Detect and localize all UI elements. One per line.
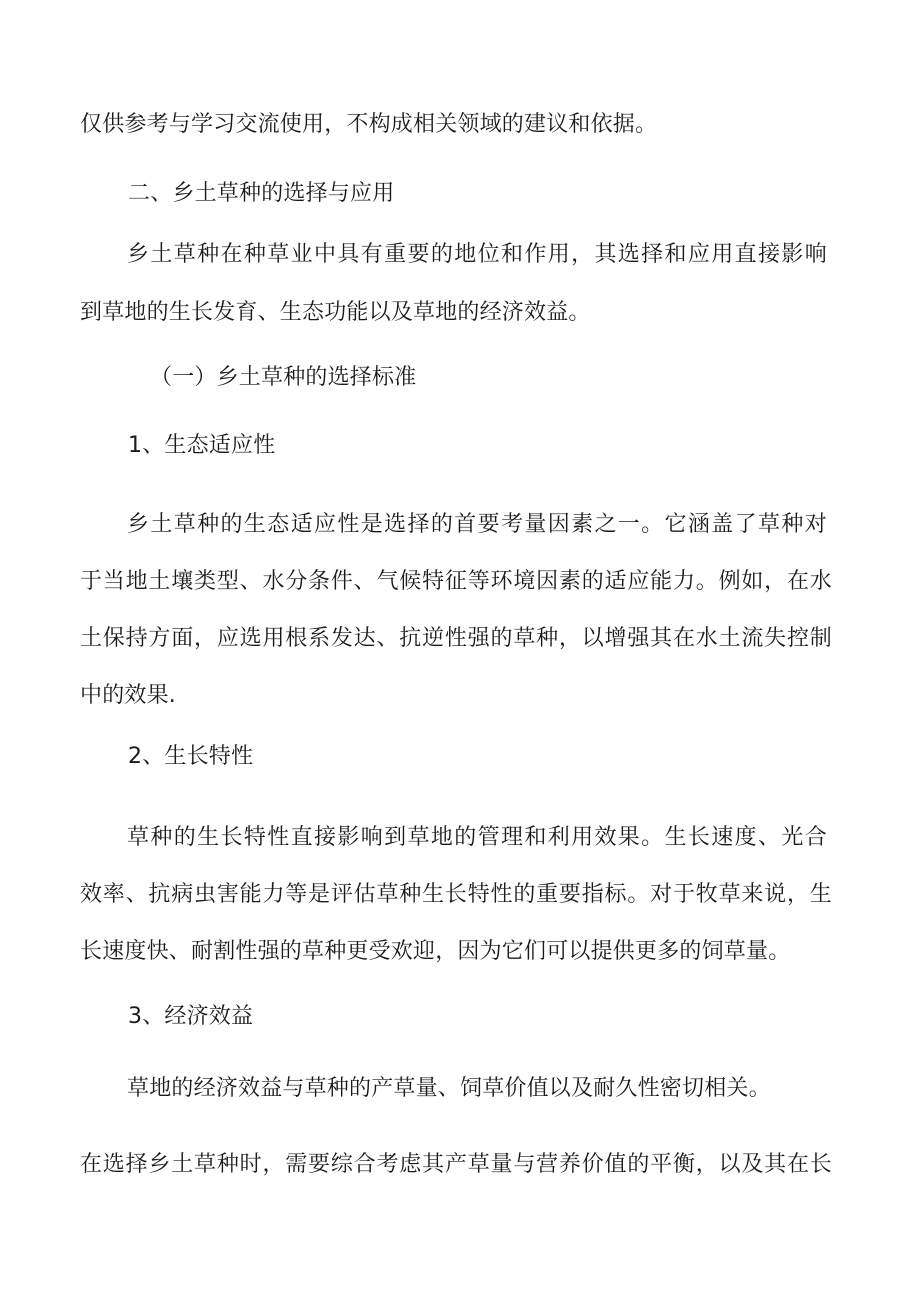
paragraph-line: 乡土草种的生态适应性是选择的首要考量因素之一。它涵盖了草种对 bbox=[127, 512, 827, 537]
paragraph-line: 草地的经济效益与草种的产草量、饲草价值以及耐久性密切相关。 bbox=[127, 1076, 771, 1101]
item-heading: 3、经济效益 bbox=[128, 1004, 254, 1029]
paragraph-line: 在选择乡土草种时，需要综合考虑其产草量与营养价值的平衡，以及其在长 bbox=[80, 1152, 832, 1177]
item-heading: 1、生态适应性 bbox=[128, 433, 276, 458]
paragraph-line: 效率、抗病虫害能力等是评估草种生长特性的重要指标。对于牧草来说，生 bbox=[80, 882, 832, 907]
paragraph-line: 草种的生长特性直接影响到草地的管理和利用效果。生长速度、光合 bbox=[127, 825, 827, 850]
item-heading: 2、生长特性 bbox=[128, 744, 254, 769]
paragraph-line: 到草地的生长发育、生态功能以及草地的经济效益。 bbox=[80, 300, 591, 325]
paragraph-line: 于当地土壤类型、水分条件、气候特征等环境因素的适应能力。例如，在水 bbox=[80, 569, 832, 594]
paragraph-line: 乡土草种在种草业中具有重要的地位和作用，其选择和应用直接影响 bbox=[127, 242, 827, 267]
subsection-heading: （一）乡土草种的选择标准 bbox=[150, 365, 417, 390]
section-heading: 二、乡土草种的选择与应用 bbox=[128, 181, 395, 206]
paragraph-line: 土保持方面，应选用根系发达、抗逆性强的草种，以增强其在水土流失控制 bbox=[80, 626, 832, 651]
paragraph-line: 中的效果. bbox=[80, 683, 176, 708]
paragraph-line: 长速度快、耐割性强的草种更受欢迎，因为它们可以提供更多的饲草量。 bbox=[80, 939, 791, 964]
disclaimer-line: 仅供参考与学习交流使用，不构成相关领域的建议和依据。 bbox=[80, 112, 658, 137]
